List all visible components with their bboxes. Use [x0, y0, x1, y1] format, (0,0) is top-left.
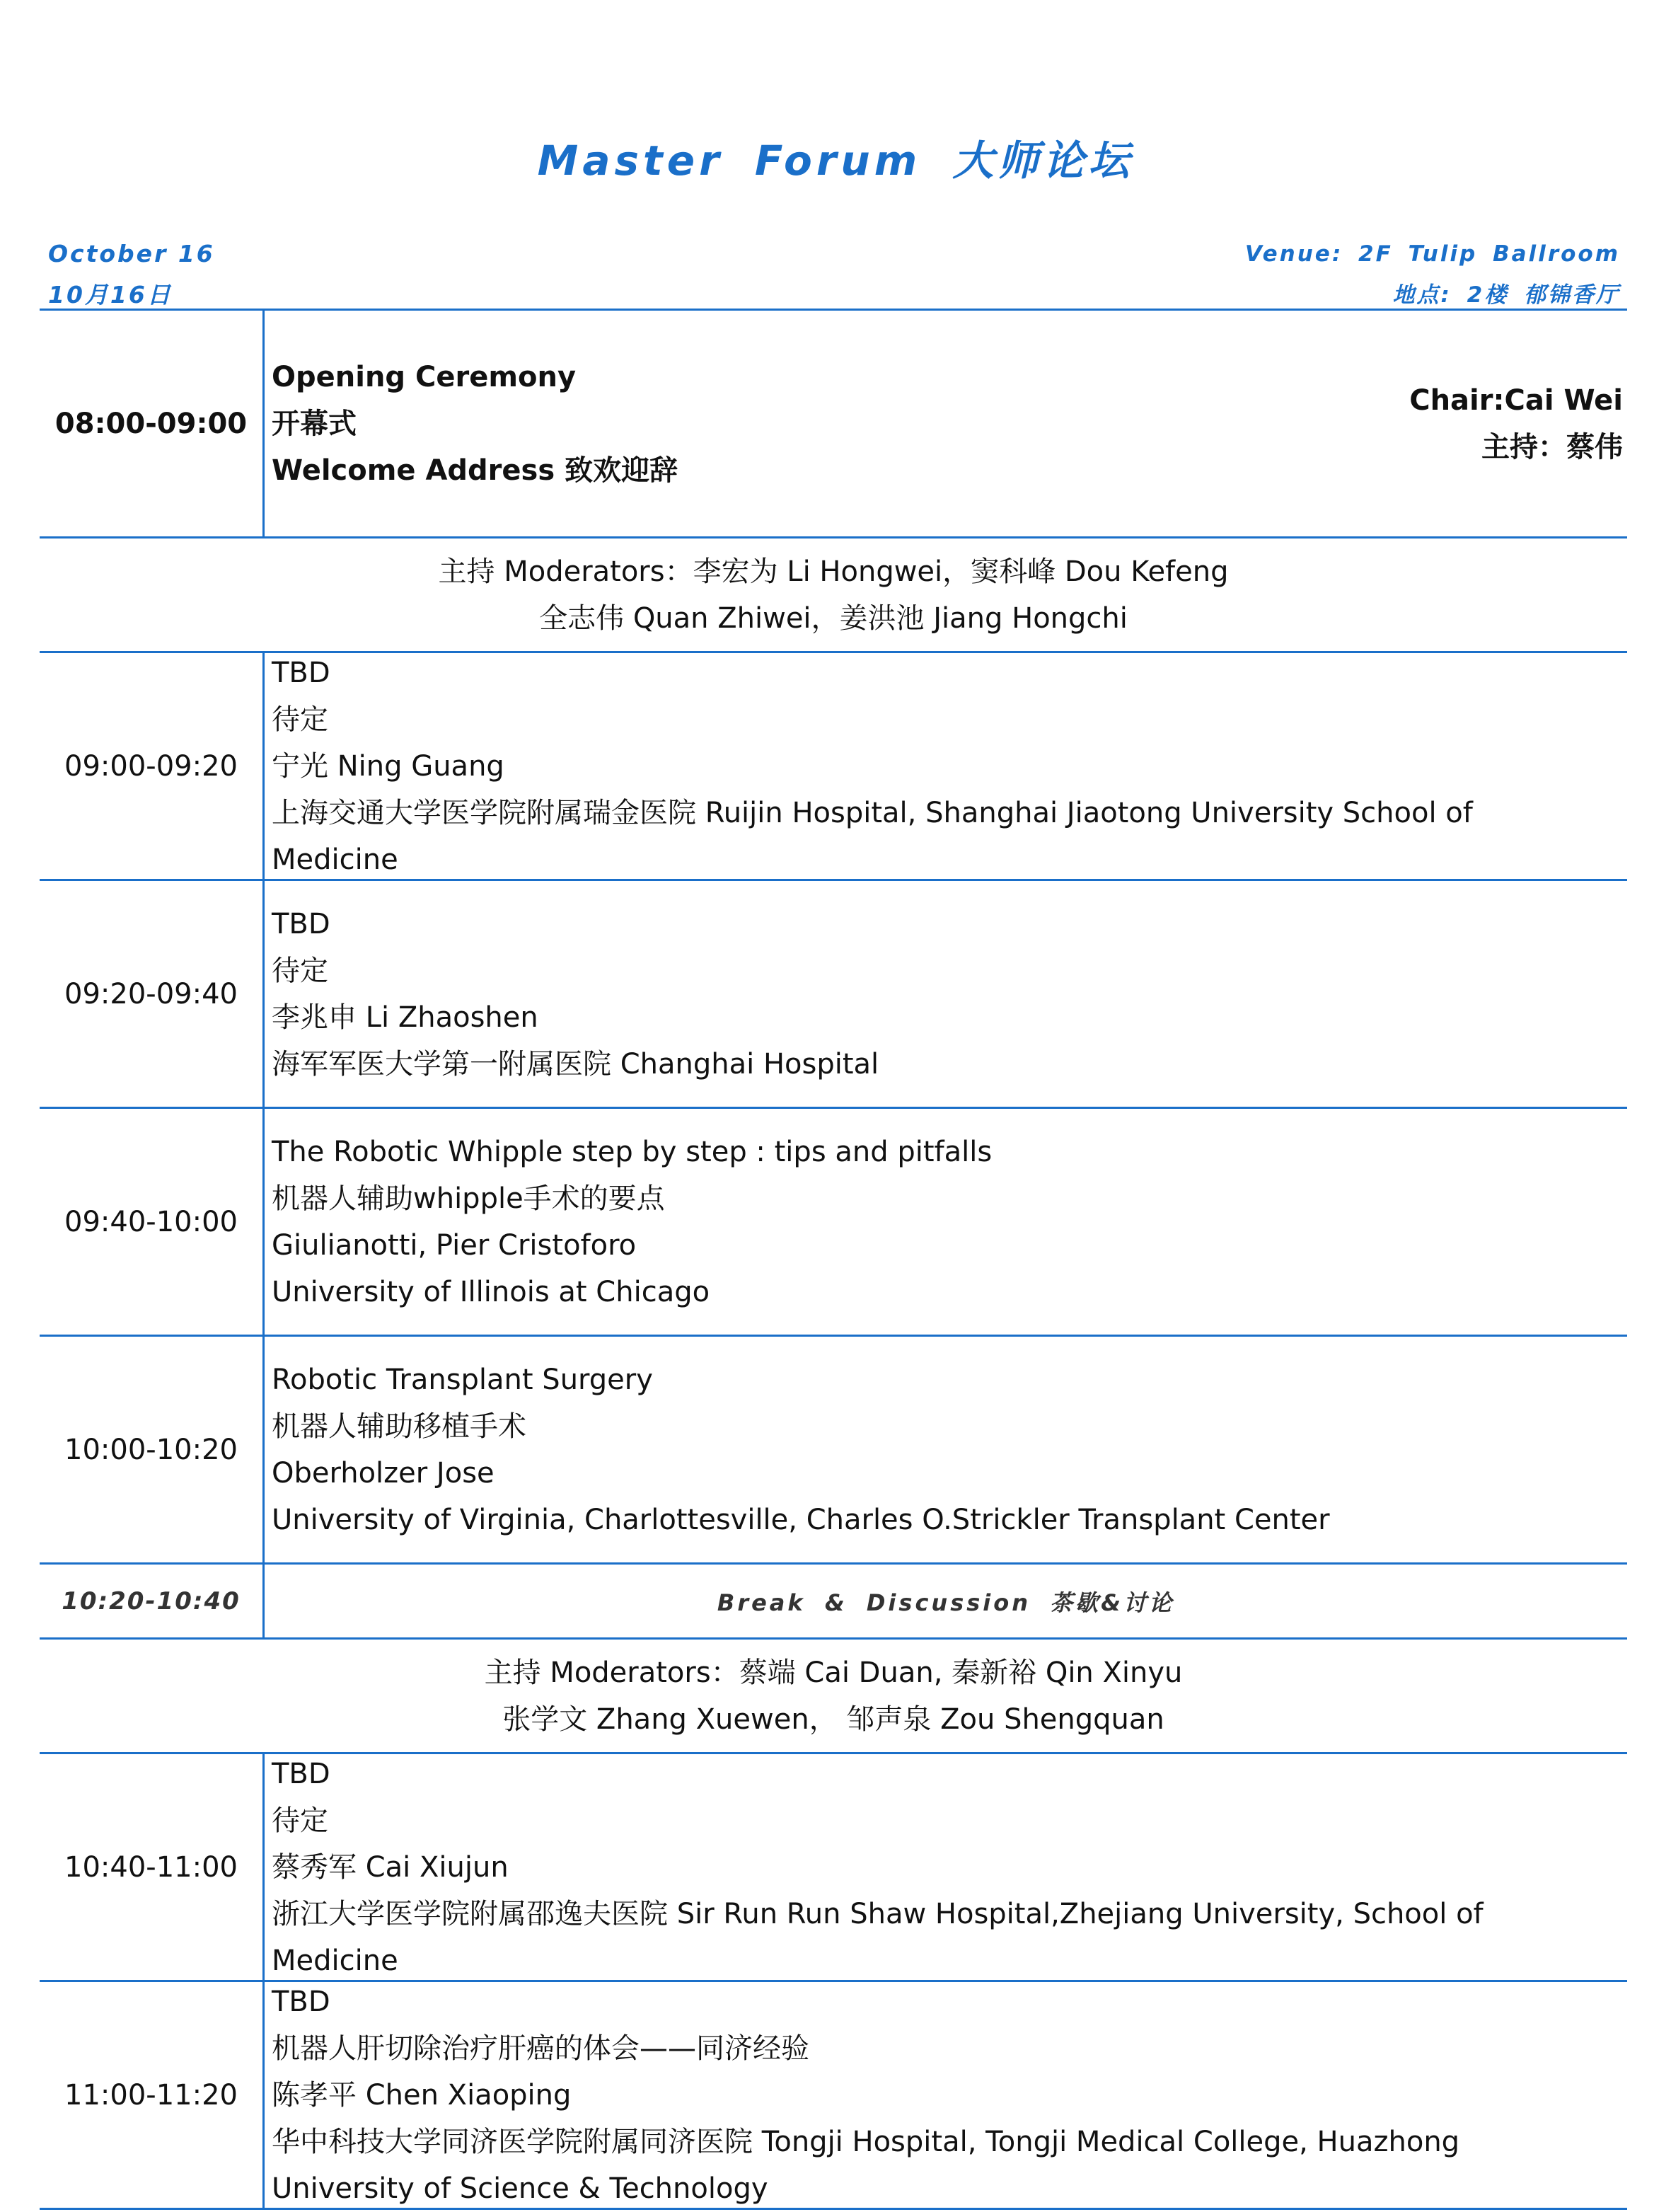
session-row	[40, 1335, 1627, 1562]
session-line: 浙江大学医学院附属邵逸夫医院 Sir Run Run Shaw Hospital,Zhejiang University, School of	[272, 1897, 1484, 1930]
session-line: 上海交通大学医学院附属瑞金医院 Ruijin Hospital, Shanghai Jiaotong University School of	[272, 796, 1473, 829]
session-row	[40, 1107, 1627, 1335]
session-line: 待定	[272, 1804, 328, 1837]
session-content	[265, 1754, 1627, 1980]
session-line: 蔡秀军 Cai Xiujun	[272, 1850, 509, 1884]
session-line: TBD	[272, 907, 330, 940]
session-line: 机器人辅助移植手术	[272, 1410, 526, 1443]
date-zh: 10月16日	[48, 281, 173, 309]
time-cell: 09:20-09:40	[40, 881, 265, 1107]
moderators-line: 张学文 Zhang Xuewen， 邹声泉 Zou Shengquan	[502, 1703, 1164, 1736]
moderators-row	[40, 536, 1627, 651]
chair-en: Chair:Cai Wei	[1409, 384, 1623, 417]
session-line: The Robotic Whipple step by step : tips and pitfalls	[272, 1135, 993, 1168]
session-line: 李兆申 Li Zhaoshen	[272, 1001, 538, 1034]
session-line: Robotic Transplant Surgery	[272, 1363, 653, 1396]
session-line: Giulianotti, Pier Cristoforo	[272, 1228, 637, 1262]
opening-lines	[272, 354, 678, 494]
session-line: 宁光 Ning Guang	[272, 749, 504, 783]
moderators-line: 全志伟 Quan Zhiwei，姜洪池 Jiang Hongchi	[539, 601, 1128, 635]
page-title: Master Forum 大师论坛	[537, 137, 1134, 185]
session-line: Medicine	[272, 1944, 398, 1977]
session-line: 陈孝平 Chen Xiaoping	[272, 2078, 572, 2112]
opening-row	[40, 309, 1627, 536]
opening-line: Opening Ceremony	[272, 360, 577, 393]
break-row	[40, 1562, 1627, 1637]
time-cell: 08:00-09:00	[40, 311, 265, 536]
session-content	[265, 1109, 1627, 1335]
chair-info	[1409, 377, 1623, 471]
session-line: TBD	[272, 1985, 330, 2018]
opening-line: 开幕式	[272, 407, 357, 440]
time-cell: 11:00-11:20	[40, 1982, 265, 2208]
opening-line: Welcome Address 致欢迎辞	[272, 454, 678, 487]
time-cell: 09:00-09:20	[40, 653, 265, 879]
session-content	[265, 1982, 1627, 2208]
session-line: Medicine	[272, 843, 398, 876]
break-label: Break & Discussion 茶歇&讨论	[717, 1589, 1175, 1616]
session-content	[265, 881, 1627, 1107]
break-time: 10:20-10:40	[40, 1565, 265, 1637]
venue-block	[1245, 234, 1620, 316]
session-line: 机器人辅助whipple手术的要点	[272, 1182, 665, 1215]
date-block	[48, 234, 215, 316]
session-row	[40, 1980, 1627, 2208]
time-cell: 10:40-11:00	[40, 1754, 265, 1980]
opening-content	[265, 311, 1627, 536]
session-line: Oberholzer Jose	[272, 1456, 495, 1490]
session-content	[265, 1337, 1627, 1562]
session-line: University of Illinois at Chicago	[272, 1275, 710, 1308]
session-line: 机器人肝切除治疗肝癌的体会——同济经验	[272, 2032, 809, 2065]
schedule-table	[40, 309, 1627, 2210]
session-line: 华中科技大学同济医学院附属同济医院 Tongji Hospital, Tongji Medical College, Huazhong	[272, 2125, 1460, 2158]
chair-zh: 主持：蔡伟	[1481, 430, 1623, 463]
moderators-line: 主持 Moderators：李宏为 Li Hongwei，窦科峰 Dou Kefeng	[438, 555, 1229, 588]
moderators-row	[40, 1637, 1627, 1752]
time-cell: 09:40-10:00	[40, 1109, 265, 1335]
venue-en: Venue: 2F Tulip Ballroom	[1244, 241, 1620, 267]
session-line: TBD	[272, 1757, 330, 1790]
session-row	[40, 879, 1627, 1107]
venue-zh: 地点: 2楼 郁锦香厅	[1392, 282, 1620, 308]
date-en: October 16	[48, 240, 215, 267]
session-row	[40, 651, 1627, 879]
time-cell: 10:00-10:20	[40, 1337, 265, 1562]
session-line: University of Science & Technology	[272, 2172, 768, 2205]
session-line: 海军军医大学第一附属医院 Changhai Hospital	[272, 1047, 879, 1081]
session-line: 待定	[272, 703, 328, 736]
session-line: University of Virginia, Charlottesville, Charles O.Strickler Transplant Center	[272, 1503, 1330, 1536]
session-content	[265, 653, 1627, 879]
moderators-line: 主持 Moderators：蔡端 Cai Duan, 秦新裕 Qin Xinyu	[484, 1656, 1183, 1689]
session-row	[40, 1752, 1627, 1980]
session-line: TBD	[272, 656, 330, 689]
session-line: 待定	[272, 954, 328, 987]
